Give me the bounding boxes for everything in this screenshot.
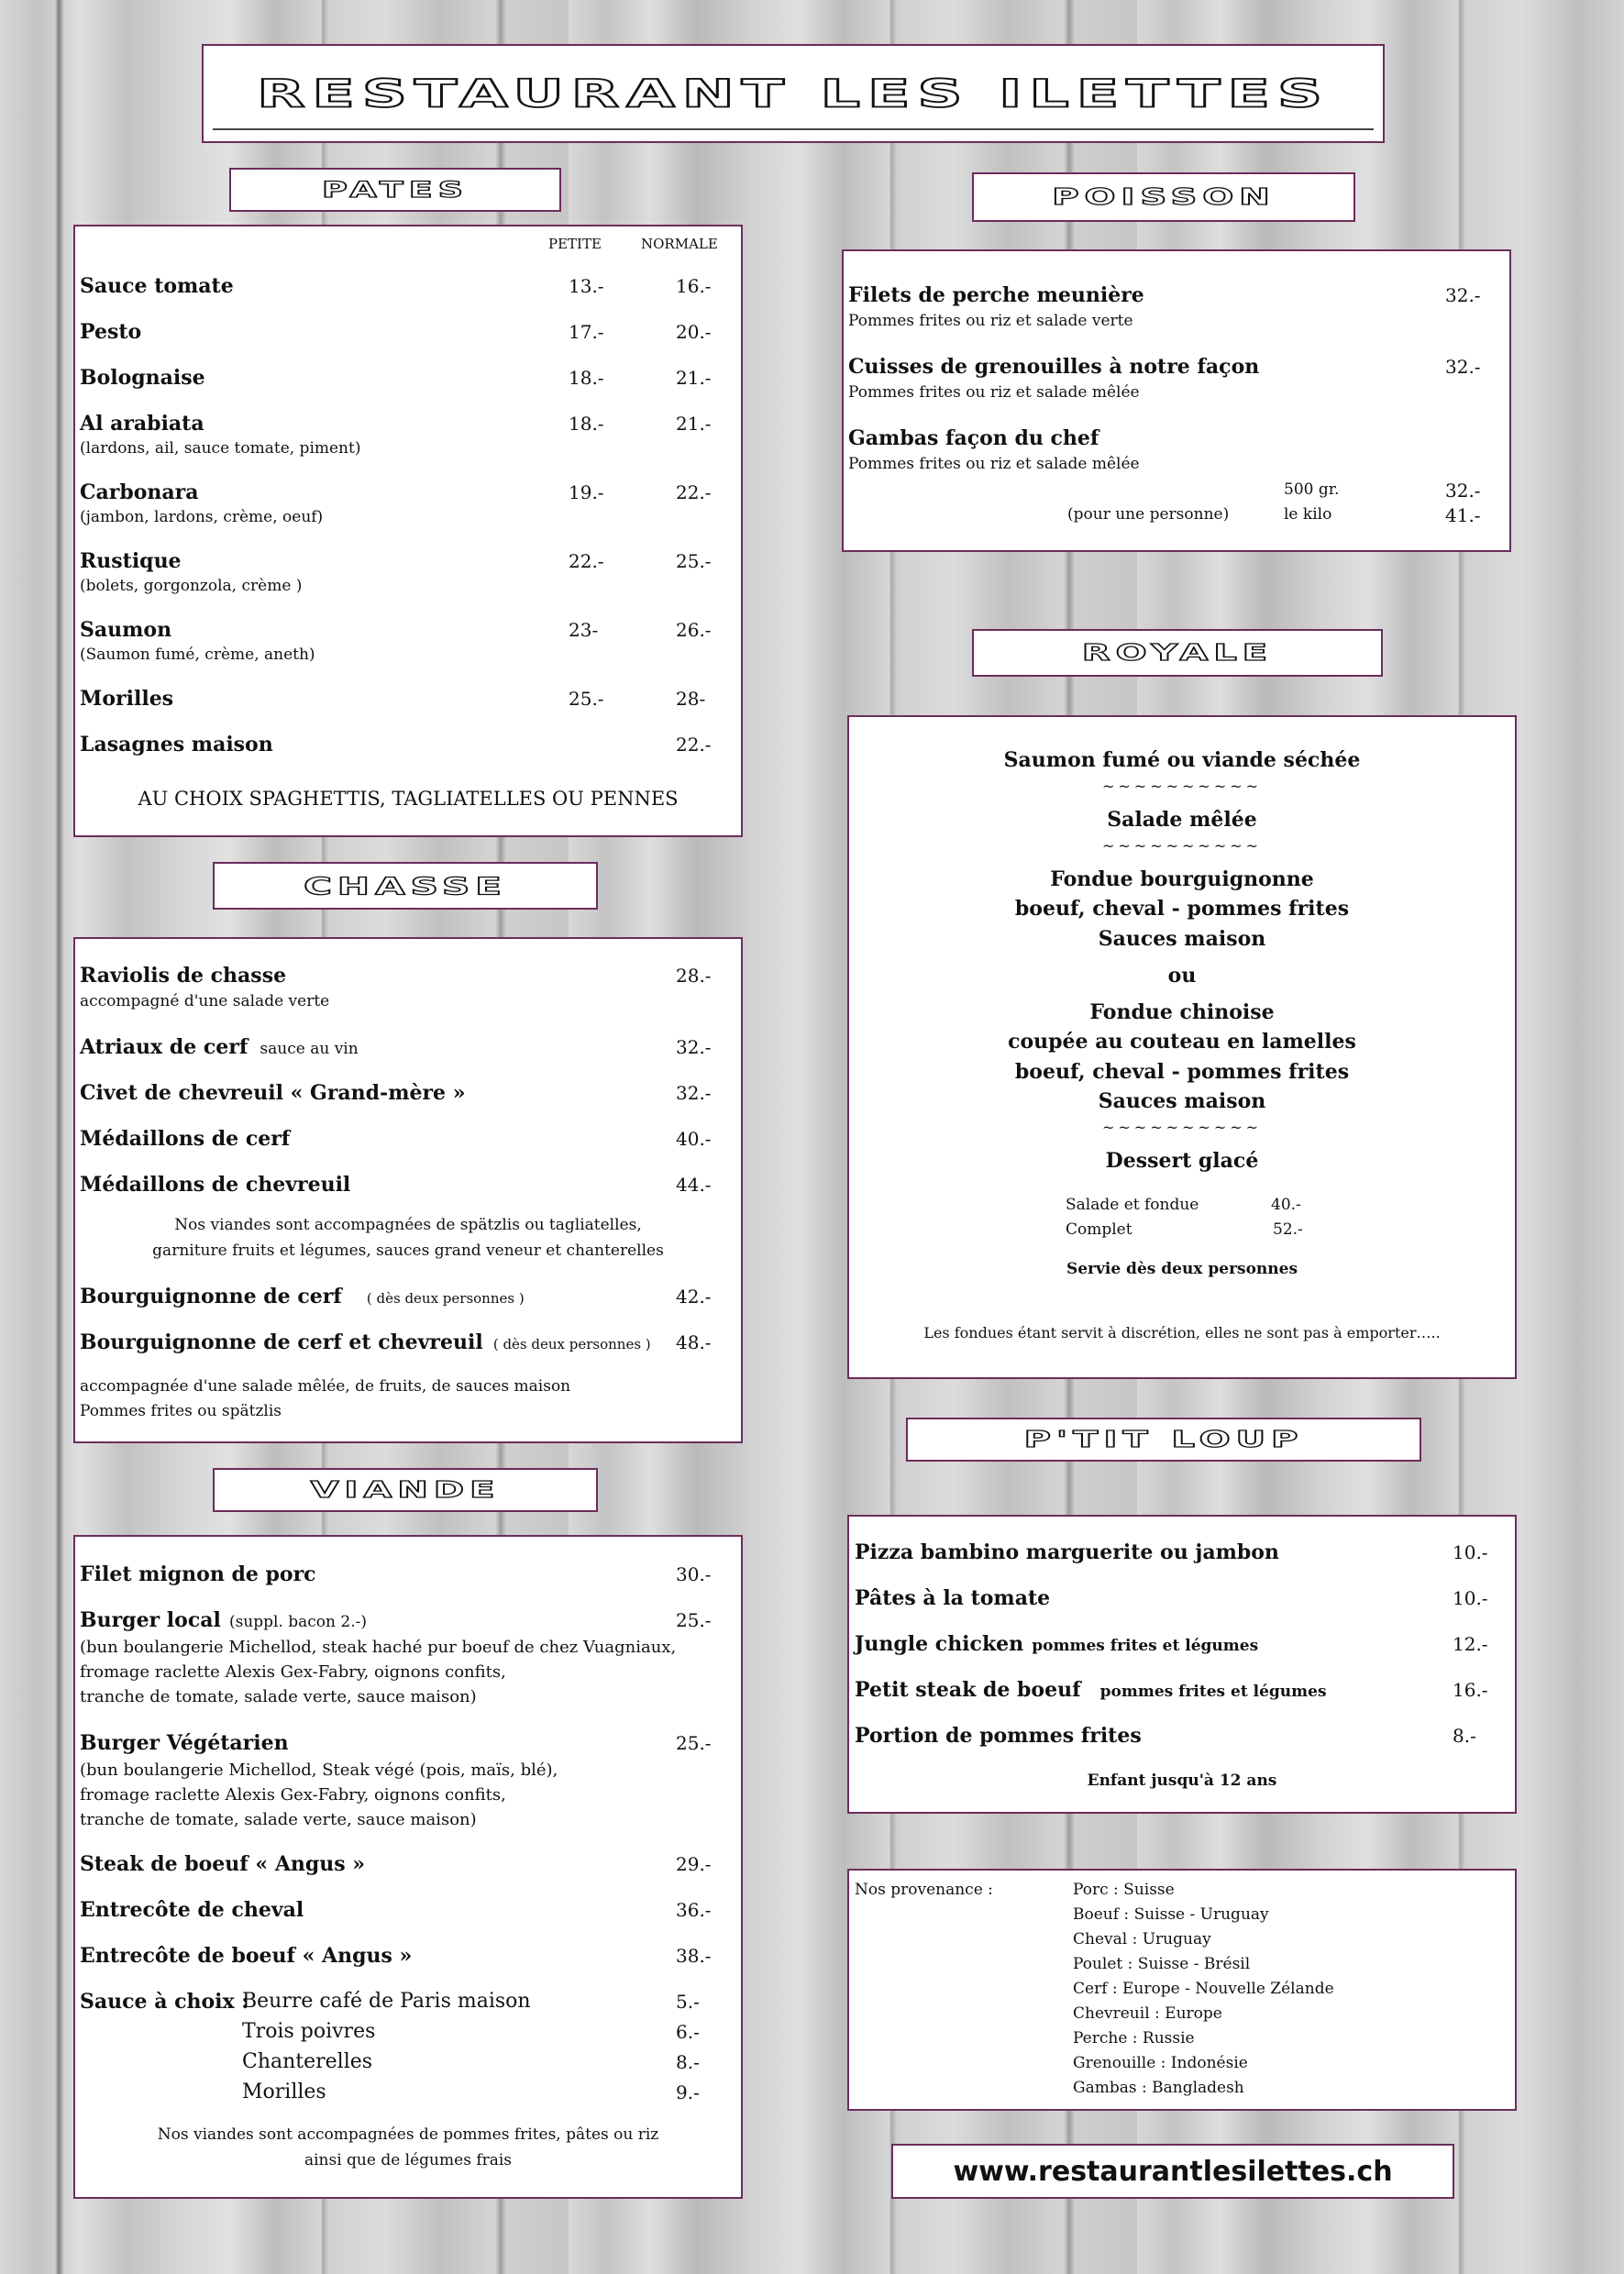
chasse-item-price: 28.- bbox=[676, 965, 712, 987]
royale-served: Servie dès deux personnes bbox=[1066, 1260, 1298, 1278]
pates-item-petite: 17.- bbox=[569, 321, 604, 343]
pates-item-desc: (Saumon fumé, crème, aneth) bbox=[80, 646, 315, 664]
chasse-item-note: ( dès deux personnes ) bbox=[366, 1290, 525, 1307]
royale-separator: ~~~~~~~~~~ bbox=[1101, 837, 1263, 855]
viande-item-price: 30.- bbox=[676, 1563, 712, 1585]
poisson-title-box bbox=[972, 172, 1355, 222]
chasse-item-row bbox=[80, 1285, 525, 1308]
pates-item-name: Rustique bbox=[80, 549, 182, 573]
poisson-item-desc: Pommes frites ou riz et salade mêlée bbox=[848, 455, 1140, 473]
restaurant-title-banner bbox=[202, 44, 1385, 143]
provenance-panel bbox=[847, 1869, 1517, 2111]
ptitloup-item-row bbox=[855, 1632, 1258, 1656]
royale-note: Les fondues étant servit à discrétion, elles ne sont pas à emporter….. bbox=[923, 1324, 1441, 1341]
ptitloup-item-note: pommes frites et légumes bbox=[1032, 1637, 1259, 1655]
pates-item-name: Lasagnes maison bbox=[80, 733, 273, 756]
ptitloup-item-price: 16.- bbox=[1453, 1679, 1488, 1701]
poisson-item-price: 32.- bbox=[1445, 284, 1481, 306]
chasse-item-name: Civet de chevreuil « Grand-mère » bbox=[80, 1081, 466, 1105]
pates-item-normale: 21.- bbox=[676, 367, 712, 389]
pates-item-desc: (lardons, ail, sauce tomate, piment) bbox=[80, 439, 361, 458]
viande-item-price: 25.- bbox=[676, 1732, 712, 1754]
pates-title: PATES bbox=[321, 177, 470, 203]
chasse-footer1: accompagnée d'une salade mêlée, de fruits, de sauces maison bbox=[80, 1377, 571, 1396]
chasse-item-name: Raviolis de chasse bbox=[80, 964, 287, 988]
chasse-panel bbox=[73, 937, 743, 1443]
ptitloup-footer: Enfant jusqu'à 12 ans bbox=[1087, 1772, 1277, 1790]
ptitloup-item-name: Portion de pommes frites bbox=[855, 1724, 1142, 1748]
poisson-panel bbox=[842, 249, 1511, 552]
chasse-item-row bbox=[80, 1035, 359, 1059]
viande-item-price: 36.- bbox=[676, 1899, 712, 1921]
royale-line: ou bbox=[1167, 964, 1197, 988]
pates-col-petite: PETITE bbox=[548, 236, 602, 252]
royale-line: boeuf, cheval - pommes frites bbox=[1014, 897, 1350, 921]
royale-line: Salade mêlée bbox=[1107, 808, 1257, 832]
pates-item-name: Saumon bbox=[80, 618, 172, 642]
pates-item-normale: 16.- bbox=[676, 275, 712, 297]
pates-panel bbox=[73, 225, 743, 837]
gambas-person: (pour une personne) bbox=[1067, 505, 1230, 524]
viande-item-price: 25.- bbox=[676, 1609, 712, 1631]
chasse-item-price: 40.- bbox=[676, 1128, 712, 1150]
ptitloup-item-price: 10.- bbox=[1453, 1587, 1488, 1609]
viande-sauce-price: 9.- bbox=[676, 2081, 700, 2103]
viande-item-name: Entrecôte de cheval bbox=[80, 1898, 304, 1922]
chasse-item-name: Bourguignonne de cerf bbox=[80, 1285, 342, 1308]
provenance-item: Poulet : Suisse - Brésil bbox=[1073, 1955, 1251, 1973]
viande-title-box bbox=[213, 1468, 598, 1512]
pates-item-petite: 25.- bbox=[569, 688, 604, 710]
pates-item-normale: 22.- bbox=[676, 734, 712, 756]
gambas-price1: 32.- bbox=[1445, 480, 1481, 502]
provenance-item: Boeuf : Suisse - Uruguay bbox=[1073, 1905, 1269, 1924]
royale-line: Dessert glacé bbox=[1105, 1149, 1259, 1173]
pates-item-name: Carbonara bbox=[80, 480, 199, 504]
viande-panel bbox=[73, 1535, 743, 2199]
poisson-item-price: 32.- bbox=[1445, 356, 1481, 378]
ptitloup-item-name: Petit steak de boeuf bbox=[855, 1678, 1081, 1702]
pates-item-normale: 28- bbox=[676, 688, 706, 710]
ptitloup-item-row bbox=[855, 1678, 1327, 1702]
pates-item-normale: 26.- bbox=[676, 619, 712, 641]
royale-line: boeuf, cheval - pommes frites bbox=[1014, 1060, 1350, 1084]
ptitloup-title: P'TIT LOUP bbox=[1023, 1426, 1304, 1453]
pates-item-name: Morilles bbox=[80, 687, 174, 711]
viande-sauce-name: Morilles bbox=[242, 2081, 326, 2103]
chasse-item-price: 32.- bbox=[676, 1082, 712, 1104]
restaurant-title: RESTAURANT LES ILETTES bbox=[257, 71, 1330, 116]
chasse-item-price: 48.- bbox=[676, 1331, 712, 1353]
viande-sauce-name: Beurre café de Paris maison bbox=[242, 1990, 531, 2013]
viande-sauce-name: Trois poivres bbox=[242, 2020, 376, 2043]
pates-item-desc: (jambon, lardons, crème, oeuf) bbox=[80, 508, 324, 526]
chasse-item-name: Médaillons de chevreuil bbox=[80, 1173, 351, 1197]
gambas-qty1: 500 gr. bbox=[1284, 480, 1340, 499]
pates-item-normale: 22.- bbox=[676, 481, 712, 503]
viande-item-name: Steak de boeuf « Angus » bbox=[80, 1852, 366, 1876]
pates-title-box bbox=[229, 168, 561, 212]
provenance-item: Grenouille : Indonésie bbox=[1073, 2054, 1248, 2072]
viande-burger-desc3: tranche de tomate, salade verte, sauce maison) bbox=[80, 1687, 477, 1706]
pates-item-name: Bolognaise bbox=[80, 366, 205, 390]
viande-item-name: Filet mignon de porc bbox=[80, 1562, 316, 1586]
chasse-item-desc: accompagné d'une salade verte bbox=[80, 992, 330, 1010]
pates-item-normale: 25.- bbox=[676, 550, 712, 572]
viande-burger-desc2: fromage raclette Alexis Gex-Fabry, oignons confits, bbox=[80, 1662, 506, 1682]
pates-footer: AU CHOIX SPAGHETTIS, TAGLIATELLES OU PENNES bbox=[138, 788, 679, 810]
pates-item-petite: 18.- bbox=[569, 367, 604, 389]
royale-title: ROYALE bbox=[1081, 639, 1274, 667]
poisson-item-desc: Pommes frites ou riz et salade verte bbox=[848, 312, 1133, 330]
viande-item-price: 29.- bbox=[676, 1853, 712, 1875]
website-box bbox=[891, 2144, 1454, 2199]
viande-sauce-price: 6.- bbox=[676, 2021, 700, 2043]
pates-col-normale: NORMALE bbox=[641, 236, 718, 252]
viande-sauce-name: Chanterelles bbox=[242, 2050, 373, 2073]
pates-item-name: Sauce tomate bbox=[80, 274, 234, 298]
ptitloup-item-name: Pâtes à la tomate bbox=[855, 1586, 1051, 1610]
pates-item-name: Al arabiata bbox=[80, 412, 204, 436]
chasse-note-line2: garniture fruits et légumes, sauces grand veneur et chanterelles bbox=[152, 1242, 664, 1260]
viande-sauce-label: Sauce à choix : bbox=[80, 1990, 249, 2014]
viande-veggie-desc2: fromage raclette Alexis Gex-Fabry, oignons confits, bbox=[80, 1785, 506, 1805]
provenance-item: Perche : Russie bbox=[1073, 2029, 1195, 2048]
pates-item-normale: 20.- bbox=[676, 321, 712, 343]
chasse-title-box bbox=[213, 862, 598, 910]
provenance-label: Nos provenance : bbox=[855, 1881, 993, 1899]
chasse-item-note: ( dès deux personnes ) bbox=[492, 1336, 651, 1352]
poisson-item-desc: Pommes frites ou riz et salade mêlée bbox=[848, 383, 1140, 402]
ptitloup-item-price: 8.- bbox=[1453, 1725, 1476, 1747]
provenance-item: Gambas : Bangladesh bbox=[1073, 2079, 1244, 2097]
royale-title-box bbox=[972, 629, 1383, 677]
chasse-title: CHASSE bbox=[304, 871, 507, 900]
viande-sauce-price: 8.- bbox=[676, 2051, 700, 2073]
viande-title: VIANDE bbox=[310, 1476, 501, 1504]
royale-separator: ~~~~~~~~~~ bbox=[1101, 778, 1263, 795]
viande-burger-row bbox=[80, 1608, 367, 1632]
viande-item-price: 38.- bbox=[676, 1945, 712, 1967]
chasse-item-name: Atriaux de cerf bbox=[80, 1035, 249, 1059]
royale-line: Sauces maison bbox=[1098, 927, 1266, 951]
ptitloup-title-box bbox=[906, 1418, 1421, 1462]
ptitloup-item-note: pommes frites et légumes bbox=[1099, 1683, 1327, 1701]
provenance-item: Chevreuil : Europe bbox=[1073, 2004, 1222, 2023]
viande-item-name: Burger Végétarien bbox=[80, 1731, 289, 1755]
royale-line: Fondue chinoise bbox=[1089, 1000, 1275, 1024]
chasse-footer2: Pommes frites ou spätzlis bbox=[80, 1402, 282, 1420]
royale-line: Saumon fumé ou viande séchée bbox=[1003, 748, 1361, 772]
ptitloup-item-price: 12.- bbox=[1453, 1633, 1488, 1655]
viande-burger-desc1: (bun boulangerie Michellod, steak haché pur boeuf de chez Vuagniaux, bbox=[80, 1638, 677, 1657]
gambas-price2: 41.- bbox=[1445, 504, 1481, 526]
provenance-item: Cheval : Uruguay bbox=[1073, 1930, 1211, 1948]
viande-sauce-price: 5.- bbox=[676, 1991, 700, 2013]
chasse-item-note: sauce au vin bbox=[260, 1040, 359, 1058]
viande-footer2: ainsi que de légumes frais bbox=[304, 2151, 513, 2169]
pates-item-petite: 13.- bbox=[569, 275, 604, 297]
royale-panel bbox=[847, 715, 1517, 1379]
title-underline bbox=[213, 128, 1374, 130]
royale-price-name: Salade et fondue bbox=[1066, 1196, 1199, 1214]
pates-item-petite: 19.- bbox=[569, 481, 604, 503]
viande-item-note: (suppl. bacon 2.-) bbox=[228, 1613, 367, 1631]
chasse-note-line1: Nos viandes sont accompagnées de spätzlis ou tagliatelles, bbox=[174, 1216, 642, 1234]
pates-item-petite: 23- bbox=[569, 619, 599, 641]
viande-item-name: Entrecôte de boeuf « Angus » bbox=[80, 1944, 413, 1968]
royale-price-value: 40.- bbox=[1271, 1196, 1301, 1214]
ptitloup-item-name: Pizza bambino marguerite ou jambon bbox=[855, 1540, 1279, 1564]
chasse-item-name: Médaillons de cerf bbox=[80, 1127, 291, 1151]
ptitloup-item-price: 10.- bbox=[1453, 1541, 1488, 1563]
poisson-item-name: Filets de perche meunière bbox=[848, 283, 1144, 307]
pates-item-name: Pesto bbox=[80, 320, 142, 344]
royale-line: coupée au couteau en lamelles bbox=[1008, 1030, 1356, 1054]
ptitloup-panel bbox=[847, 1515, 1517, 1814]
pates-item-normale: 21.- bbox=[676, 413, 712, 435]
chasse-item-price: 32.- bbox=[676, 1036, 712, 1058]
chasse-item-name: Bourguignonne de cerf et chevreuil bbox=[80, 1330, 483, 1354]
chasse-item-row bbox=[80, 1330, 651, 1354]
viande-item-name: Burger local bbox=[80, 1608, 221, 1632]
pates-item-desc: (bolets, gorgonzola, crème ) bbox=[80, 577, 303, 595]
provenance-item: Porc : Suisse bbox=[1073, 1881, 1175, 1899]
pates-item-petite: 18.- bbox=[569, 413, 604, 435]
royale-price-name: Complet bbox=[1066, 1220, 1132, 1239]
chasse-item-price: 42.- bbox=[676, 1286, 712, 1308]
viande-veggie-desc1: (bun boulangerie Michellod, Steak végé (pois, maïs, blé), bbox=[80, 1761, 558, 1780]
royale-price-value: 52.- bbox=[1273, 1220, 1303, 1239]
poisson-item-name: Cuisses de grenouilles à notre façon bbox=[848, 355, 1260, 379]
viande-veggie-desc3: tranche de tomate, salade verte, sauce maison) bbox=[80, 1810, 477, 1829]
chasse-item-price: 44.- bbox=[676, 1174, 712, 1196]
gambas-qty2: le kilo bbox=[1284, 505, 1332, 524]
poisson-item-name: Gambas façon du chef bbox=[848, 426, 1099, 450]
pates-item-petite: 22.- bbox=[569, 550, 604, 572]
viande-footer1: Nos viandes sont accompagnées de pommes frites, pâtes ou riz bbox=[157, 2125, 659, 2144]
website-link[interactable]: www.restaurantlesilettes.ch bbox=[953, 2155, 1393, 2188]
provenance-item: Cerf : Europe - Nouvelle Zélande bbox=[1073, 1980, 1334, 1998]
royale-line: Sauces maison bbox=[1098, 1089, 1266, 1113]
poisson-title: POISSON bbox=[1052, 183, 1276, 211]
ptitloup-item-name: Jungle chicken bbox=[855, 1632, 1024, 1656]
royale-separator: ~~~~~~~~~~ bbox=[1101, 1119, 1263, 1136]
royale-line: Fondue bourguignonne bbox=[1050, 867, 1314, 891]
